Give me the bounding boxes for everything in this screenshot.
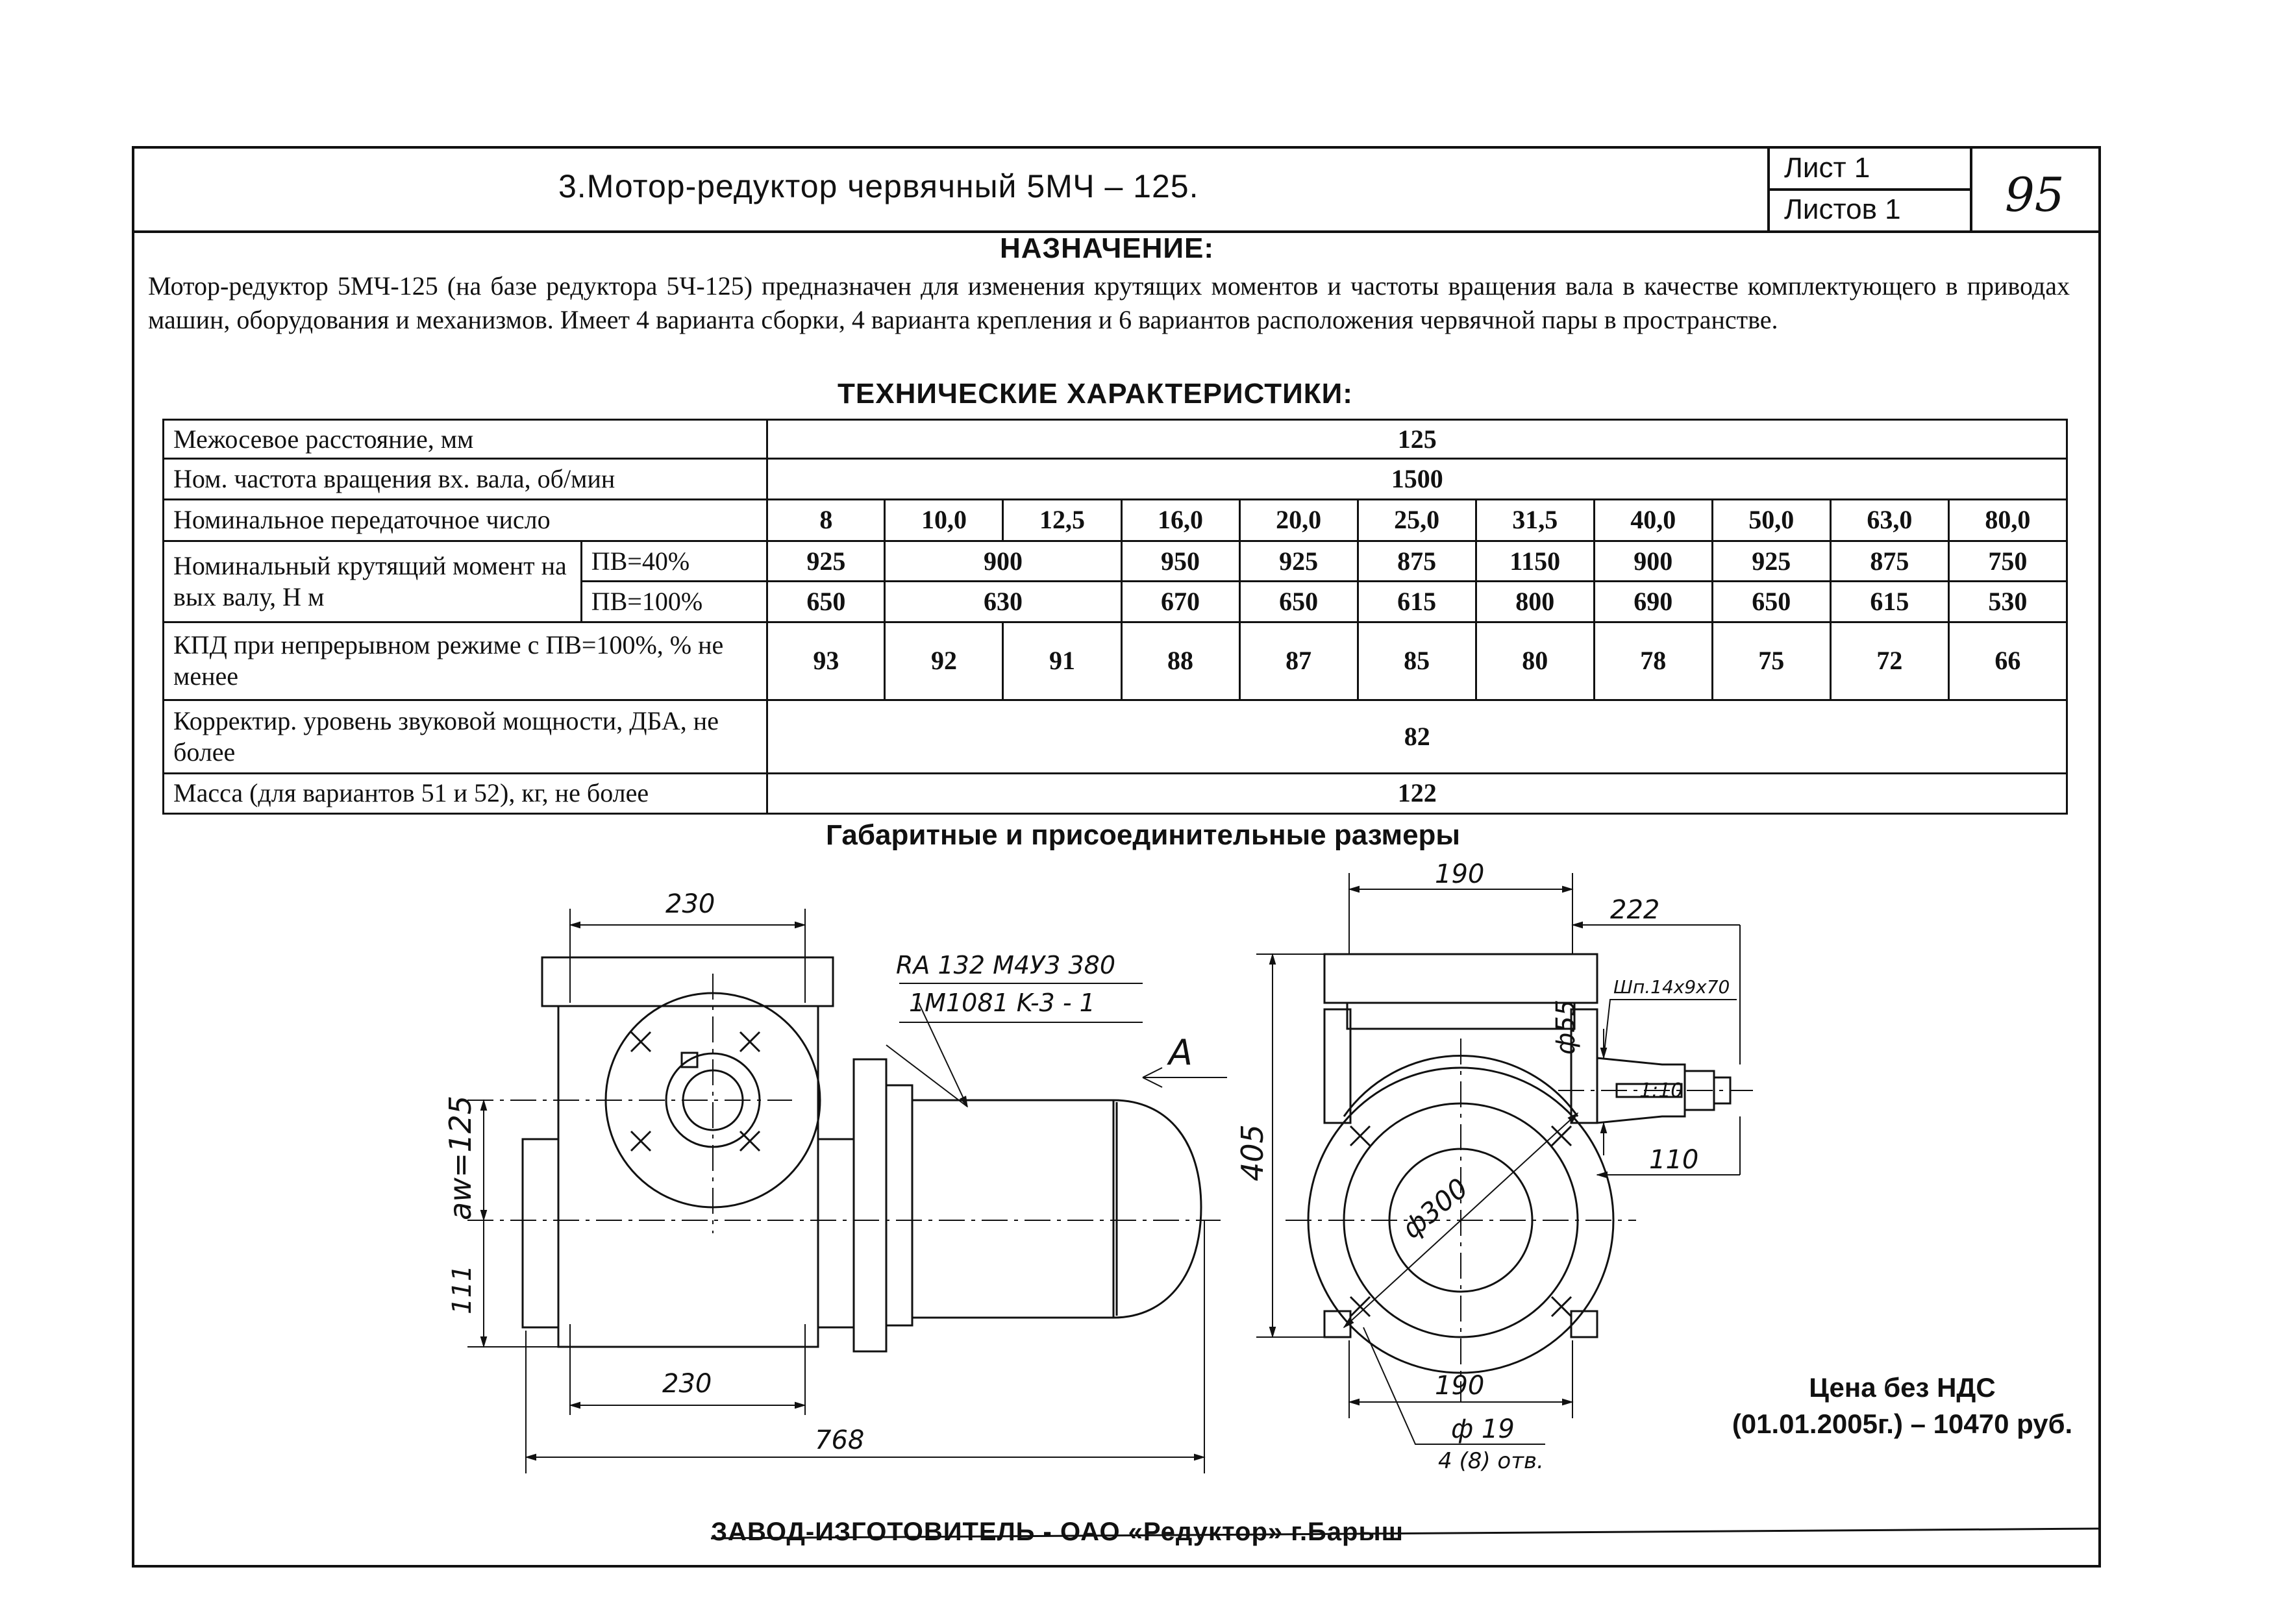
noise-value: 82 xyxy=(767,700,2067,774)
efficiency-cell: 88 xyxy=(1121,622,1239,700)
sheet-label: Лист 1 xyxy=(1784,152,1870,184)
price-block xyxy=(1675,1370,2130,1442)
sheets-count-label: Листов 1 xyxy=(1784,193,1901,225)
efficiency-cell: 78 xyxy=(1594,622,1712,700)
front-top-width-label: 230 xyxy=(665,889,715,919)
torque-label: Номинальный крутящий момент на вых валу, Н м xyxy=(164,541,582,622)
ratio-cell: 25,0 xyxy=(1358,499,1476,541)
page-title: 3.Мотор-редуктор червячный 5МЧ – 125. xyxy=(558,168,1199,204)
torque-pv40-cell: 925 xyxy=(1239,541,1358,581)
noise-label: Корректир. уровень звуковой мощности, ДБА, не более xyxy=(164,700,767,774)
torque-pv40-cell: 950 xyxy=(1121,541,1239,581)
motor-ref-line-2: 1M1081 K-3 - 1 xyxy=(909,989,1095,1017)
ratio-cell: 10,0 xyxy=(885,499,1003,541)
manufacturer-footer: ЗАВОД-ИЗГОТОВИТЕЛЬ - ОАО «Редуктор» г.Барыш xyxy=(711,1518,1404,1546)
efficiency-cell: 75 xyxy=(1712,622,1830,700)
ratio-cell: 50,0 xyxy=(1712,499,1830,541)
torque-pv100-cell: 615 xyxy=(1358,582,1476,622)
price-line-1: Цена без НДС xyxy=(1809,1372,1996,1403)
price-line-2: (01.01.2005г.) – 10470 руб. xyxy=(1732,1409,2073,1439)
torque-pv40-cell: 875 xyxy=(1830,541,1948,581)
efficiency-cell: 91 xyxy=(1003,622,1121,700)
torque-pv40-cell: 900 xyxy=(885,541,1121,581)
torque-pv100-cell: 650 xyxy=(767,582,885,622)
dimensions-heading: Габаритные и присоединительные размеры xyxy=(825,819,1460,851)
pv100-label: ПВ=100% xyxy=(581,582,767,622)
center-distance-label: Межосевое расстояние, мм xyxy=(164,420,767,459)
efficiency-cell: 92 xyxy=(885,622,1003,700)
flange-diameter-label: ф300 xyxy=(1395,1172,1474,1245)
mass-label: Масса (для вариантов 51 и 52), кг, не более xyxy=(164,773,767,813)
torque-pv100-cell: 530 xyxy=(1948,582,2067,622)
torque-pv40-cell: 900 xyxy=(1594,541,1712,581)
torque-pv100-cell: 800 xyxy=(1476,582,1594,622)
torque-pv100-cell: 670 xyxy=(1121,582,1239,622)
torque-pv40-cell: 1150 xyxy=(1476,541,1594,581)
side-bottom-width-label: 190 xyxy=(1435,1371,1485,1401)
ratio-cell: 63,0 xyxy=(1830,499,1948,541)
efficiency-cell: 93 xyxy=(767,622,885,700)
purpose-heading: НАЗНАЧЕНИЕ: xyxy=(1000,232,1214,264)
shaft-offset-label: 222 xyxy=(1610,895,1660,925)
shaft-diameter-label: ф55 xyxy=(1551,999,1581,1055)
holes-count-label: 4 (8) отв. xyxy=(1438,1448,1544,1474)
specs-heading: ТЕХНИЧЕСКИЕ ХАРАКТЕРИСТИКИ: xyxy=(838,378,1353,410)
ratio-label: Номинальное передаточное число xyxy=(164,499,767,541)
view-arrow-label: A xyxy=(1169,1032,1193,1073)
taper-label: 1:10 xyxy=(1639,1079,1683,1102)
efficiency-cell: 85 xyxy=(1358,622,1476,700)
ratio-cell: 40,0 xyxy=(1594,499,1712,541)
ratio-cell: 16,0 xyxy=(1121,499,1239,541)
overall-length-label: 768 xyxy=(815,1425,865,1455)
efficiency-cell: 80 xyxy=(1476,622,1594,700)
center-distance-value: 125 xyxy=(767,420,2067,459)
ratio-cell: 8 xyxy=(767,499,885,541)
ratio-cell: 12,5 xyxy=(1003,499,1121,541)
torque-pv100-cell: 690 xyxy=(1594,582,1712,622)
torque-pv100-cell: 650 xyxy=(1712,582,1830,622)
page-number: 95 xyxy=(2005,167,2065,222)
purpose-text: Мотор-редуктор 5МЧ-125 (на базе редуктора 5Ч-125) предназначен для изменения крутящих моментов и частоты вращения вала в качестве комплектующего в приводах машин, оборудования и механизмов. Имеет 4 варианта сборки, 4 варианта крепления и 6 вариантов расположения червячной пары в пространстве. xyxy=(148,271,2070,334)
height-label: 405 xyxy=(1235,1124,1270,1181)
input-speed-label: Ном. частота вращения вх. вала, об/мин xyxy=(164,459,767,499)
side-top-width-label: 190 xyxy=(1435,859,1485,889)
torque-pv100-cell: 615 xyxy=(1830,582,1948,622)
ratio-cell: 31,5 xyxy=(1476,499,1594,541)
ratio-cell: 20,0 xyxy=(1239,499,1358,541)
shaft-length-label: 110 xyxy=(1649,1145,1699,1175)
front-view xyxy=(523,957,1201,1351)
hole-diameter-label: ф 19 xyxy=(1451,1414,1515,1444)
pv40-label: ПВ=40% xyxy=(581,541,767,581)
center-distance-dim: aw=125 xyxy=(443,1095,478,1220)
torque-pv40-cell: 925 xyxy=(1712,541,1830,581)
torque-pv100-cell: 650 xyxy=(1239,582,1358,622)
efficiency-cell: 87 xyxy=(1239,622,1358,700)
efficiency-label: КПД при непрерывном режиме с ПВ=100%, % не менее xyxy=(164,622,767,700)
efficiency-cell: 72 xyxy=(1830,622,1948,700)
front-bottom-width-label: 230 xyxy=(662,1369,712,1399)
torque-pv40-cell: 750 xyxy=(1948,541,2067,581)
ratio-cell: 80,0 xyxy=(1948,499,2067,541)
shaft-height-dim: 111 xyxy=(447,1264,477,1314)
input-speed-value: 1500 xyxy=(767,459,2067,499)
torque-pv40-cell: 875 xyxy=(1358,541,1476,581)
efficiency-cell: 66 xyxy=(1948,622,2067,700)
mass-value: 122 xyxy=(767,773,2067,813)
key-label: Шп.14x9x70 xyxy=(1613,976,1730,998)
torque-pv100-cell: 630 xyxy=(885,582,1121,622)
torque-pv40-cell: 925 xyxy=(767,541,885,581)
motor-ref-line-1: RA 132 M4У3 380 xyxy=(896,951,1115,979)
